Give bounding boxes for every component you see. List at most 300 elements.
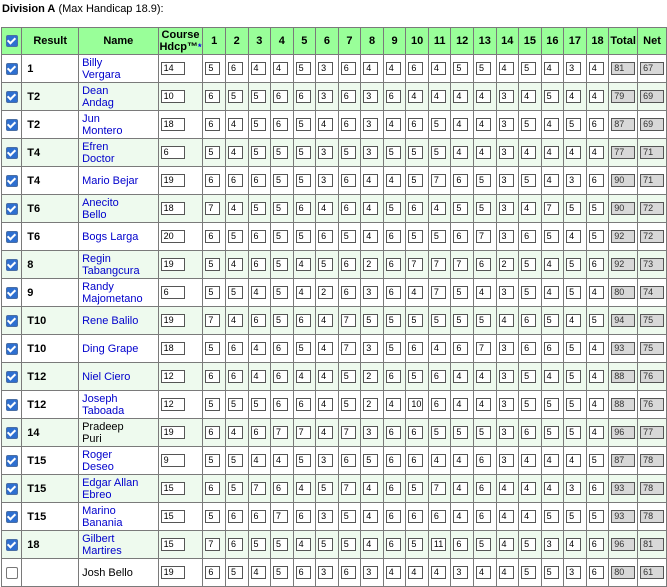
hole-14-score-input[interactable]: 3 xyxy=(499,342,514,355)
hole-9-score-input[interactable]: 4 xyxy=(386,566,401,579)
hole-18-score-input[interactable]: 5 xyxy=(589,314,604,327)
hole-11-score-input[interactable]: 7 xyxy=(431,482,446,495)
hole-5-score-input[interactable]: 4 xyxy=(296,538,311,551)
hole-8-score-input[interactable]: 4 xyxy=(363,62,378,75)
hole-5-score-input[interactable]: 6 xyxy=(296,90,311,103)
hole-11-score-input[interactable]: 4 xyxy=(431,202,446,215)
player-name-link[interactable] xyxy=(82,197,119,221)
hole-6-score-input[interactable]: 3 xyxy=(318,62,333,75)
hole-17-score-input[interactable]: 4 xyxy=(566,90,581,103)
hole-8-score-input[interactable]: 4 xyxy=(363,538,378,551)
row-checkbox[interactable] xyxy=(6,91,18,103)
hole-14-score-input[interactable]: 3 xyxy=(499,146,514,159)
hole-3-score-input[interactable]: 4 xyxy=(251,370,266,383)
player-name-link[interactable] xyxy=(82,315,138,327)
hole-6-score-input[interactable]: 3 xyxy=(318,174,333,187)
hole-6-score-input[interactable]: 5 xyxy=(318,482,333,495)
hole-18-score-input[interactable]: 5 xyxy=(589,510,604,523)
hole-1-score-input[interactable]: 5 xyxy=(205,510,220,523)
hole-8-score-input[interactable]: 4 xyxy=(363,202,378,215)
hole-9-score-input[interactable]: 5 xyxy=(386,146,401,159)
hole-2-score-input[interactable]: 6 xyxy=(228,538,243,551)
player-name-link[interactable] xyxy=(82,393,124,417)
hole-18-score-input[interactable]: 5 xyxy=(589,202,604,215)
hole-8-score-input[interactable]: 3 xyxy=(363,90,378,103)
hole-11-score-input[interactable]: 5 xyxy=(431,426,446,439)
hole-10-score-input[interactable]: 5 xyxy=(408,482,423,495)
hole-13-score-input[interactable]: 6 xyxy=(476,258,491,271)
handicap-input[interactable]: 14 xyxy=(161,62,185,75)
handicap-input[interactable]: 6 xyxy=(161,146,185,159)
player-name-cell[interactable] xyxy=(79,391,159,419)
hole-11-score-input[interactable]: 7 xyxy=(431,174,446,187)
hole-14-score-input[interactable]: 3 xyxy=(499,90,514,103)
hole-10-score-input[interactable]: 6 xyxy=(408,62,423,75)
hole-15-score-input[interactable]: 5 xyxy=(521,258,536,271)
player-name-cell[interactable] xyxy=(79,447,159,475)
hole-12-score-input[interactable]: 4 xyxy=(453,454,468,467)
player-name-link[interactable] xyxy=(82,371,130,383)
hole-13-score-input[interactable]: 6 xyxy=(476,510,491,523)
hole-11-score-input[interactable]: 4 xyxy=(431,342,446,355)
hole-14-score-input[interactable]: 4 xyxy=(499,538,514,551)
hole-16-score-input[interactable]: 4 xyxy=(544,258,559,271)
hole-12-score-input[interactable]: 5 xyxy=(453,426,468,439)
player-name-link[interactable] xyxy=(82,477,138,501)
hole-2-score-input[interactable]: 4 xyxy=(228,118,243,131)
row-checkbox[interactable] xyxy=(6,203,18,215)
hole-3-score-input[interactable]: 4 xyxy=(251,566,266,579)
player-name-cell[interactable] xyxy=(79,503,159,531)
hole-5-score-input[interactable]: 6 xyxy=(296,510,311,523)
hole-15-score-input[interactable]: 5 xyxy=(521,370,536,383)
hole-17-score-input[interactable]: 5 xyxy=(566,342,581,355)
hole-4-score-input[interactable]: 6 xyxy=(273,118,288,131)
hole-5-score-input[interactable]: 5 xyxy=(296,174,311,187)
hole-7-score-input[interactable]: 6 xyxy=(341,62,356,75)
hole-10-score-input[interactable]: 5 xyxy=(408,314,423,327)
hole-13-score-input[interactable]: 5 xyxy=(476,426,491,439)
hole-12-score-input[interactable]: 7 xyxy=(453,258,468,271)
hole-17-score-input[interactable]: 5 xyxy=(566,398,581,411)
hole-2-score-input[interactable]: 5 xyxy=(228,566,243,579)
hole-14-score-input[interactable]: 3 xyxy=(499,426,514,439)
handicap-input[interactable]: 19 xyxy=(161,566,185,579)
hole-2-score-input[interactable]: 6 xyxy=(228,510,243,523)
hole-7-score-input[interactable]: 5 xyxy=(341,538,356,551)
hole-5-score-input[interactable]: 5 xyxy=(296,454,311,467)
hole-4-score-input[interactable]: 5 xyxy=(273,566,288,579)
hole-11-score-input[interactable]: 11 xyxy=(431,538,446,551)
hole-4-score-input[interactable]: 6 xyxy=(273,370,288,383)
hole-4-score-input[interactable]: 6 xyxy=(273,482,288,495)
hole-14-score-input[interactable]: 4 xyxy=(499,510,514,523)
hole-8-score-input[interactable]: 3 xyxy=(363,146,378,159)
row-checkbox[interactable] xyxy=(6,511,18,523)
hole-7-score-input[interactable]: 6 xyxy=(341,286,356,299)
hole-7-score-input[interactable]: 5 xyxy=(341,370,356,383)
hole-9-score-input[interactable]: 4 xyxy=(386,118,401,131)
hole-8-score-input[interactable]: 3 xyxy=(363,118,378,131)
hole-14-score-input[interactable]: 3 xyxy=(499,230,514,243)
hole-17-score-input[interactable]: 3 xyxy=(566,62,581,75)
hole-4-score-input[interactable]: 5 xyxy=(273,538,288,551)
hole-16-score-input[interactable]: 4 xyxy=(544,118,559,131)
hole-6-score-input[interactable]: 4 xyxy=(318,314,333,327)
hole-18-score-input[interactable]: 4 xyxy=(589,146,604,159)
hole-18-score-input[interactable]: 4 xyxy=(589,342,604,355)
hole-15-score-input[interactable]: 5 xyxy=(521,566,536,579)
player-name-cell[interactable] xyxy=(79,251,159,279)
hole-3-score-input[interactable]: 7 xyxy=(251,482,266,495)
row-checkbox[interactable] xyxy=(6,315,18,327)
hole-7-score-input[interactable]: 7 xyxy=(341,314,356,327)
col-total[interactable]: Total xyxy=(609,28,638,55)
hole-13-score-input[interactable]: 4 xyxy=(476,286,491,299)
hole-7-score-input[interactable]: 5 xyxy=(341,146,356,159)
hole-12-score-input[interactable]: 4 xyxy=(453,370,468,383)
hole-9-score-input[interactable]: 5 xyxy=(386,202,401,215)
hole-15-score-input[interactable]: 5 xyxy=(521,62,536,75)
hole-1-score-input[interactable]: 6 xyxy=(205,482,220,495)
hole-3-score-input[interactable]: 5 xyxy=(251,146,266,159)
hole-10-score-input[interactable]: 6 xyxy=(408,202,423,215)
hole-9-score-input[interactable]: 6 xyxy=(386,538,401,551)
hole-9-score-input[interactable]: 4 xyxy=(386,398,401,411)
hole-16-score-input[interactable]: 5 xyxy=(544,426,559,439)
hole-16-score-input[interactable]: 6 xyxy=(544,342,559,355)
row-select-cell[interactable] xyxy=(2,83,22,111)
hole-16-score-input[interactable]: 5 xyxy=(544,398,559,411)
hole-18-score-input[interactable]: 4 xyxy=(589,398,604,411)
hole-5-score-input[interactable]: 5 xyxy=(296,118,311,131)
hole-12-score-input[interactable]: 6 xyxy=(453,230,468,243)
hole-15-score-input[interactable]: 4 xyxy=(521,90,536,103)
hole-12-score-input[interactable]: 6 xyxy=(453,174,468,187)
hole-6-score-input[interactable]: 3 xyxy=(318,510,333,523)
player-name-link[interactable] xyxy=(82,505,122,529)
hole-18-score-input[interactable]: 6 xyxy=(589,174,604,187)
hole-15-score-input[interactable]: 6 xyxy=(521,230,536,243)
player-name-cell[interactable] xyxy=(79,531,159,559)
hole-7-score-input[interactable]: 5 xyxy=(341,398,356,411)
col-name[interactable]: Name xyxy=(79,28,159,55)
hole-14-score-input[interactable]: 3 xyxy=(499,118,514,131)
hole-8-score-input[interactable]: 4 xyxy=(363,510,378,523)
hole-17-score-input[interactable]: 4 xyxy=(566,538,581,551)
player-name-cell[interactable] xyxy=(79,111,159,139)
hole-1-score-input[interactable]: 5 xyxy=(205,454,220,467)
player-name-link[interactable] xyxy=(82,57,121,81)
hole-9-score-input[interactable]: 6 xyxy=(386,230,401,243)
row-checkbox[interactable] xyxy=(6,287,18,299)
handicap-input[interactable]: 10 xyxy=(161,90,185,103)
hole-4-score-input[interactable]: 4 xyxy=(273,454,288,467)
player-name-cell[interactable] xyxy=(79,279,159,307)
row-select-cell[interactable] xyxy=(2,55,22,83)
hole-9-score-input[interactable]: 6 xyxy=(386,426,401,439)
hole-12-score-input[interactable]: 6 xyxy=(453,342,468,355)
handicap-input[interactable]: 9 xyxy=(161,454,185,467)
hole-3-score-input[interactable]: 4 xyxy=(251,62,266,75)
row-select-cell[interactable] xyxy=(2,363,22,391)
hole-17-score-input[interactable]: 5 xyxy=(566,202,581,215)
hole-16-score-input[interactable]: 4 xyxy=(544,62,559,75)
hole-1-score-input[interactable]: 7 xyxy=(205,314,220,327)
hole-17-score-input[interactable]: 5 xyxy=(566,426,581,439)
row-checkbox[interactable] xyxy=(6,343,18,355)
hole-2-score-input[interactable]: 5 xyxy=(228,482,243,495)
hole-14-score-input[interactable]: 4 xyxy=(499,314,514,327)
hole-6-score-input[interactable]: 4 xyxy=(318,426,333,439)
hole-17-score-input[interactable]: 5 xyxy=(566,286,581,299)
hole-15-score-input[interactable]: 5 xyxy=(521,174,536,187)
handicap-input[interactable]: 6 xyxy=(161,286,185,299)
hole-2-score-input[interactable]: 6 xyxy=(228,370,243,383)
hole-3-score-input[interactable]: 5 xyxy=(251,398,266,411)
hole-13-score-input[interactable]: 5 xyxy=(476,62,491,75)
hole-10-score-input[interactable]: 4 xyxy=(408,566,423,579)
hole-5-score-input[interactable]: 6 xyxy=(296,566,311,579)
handicap-input[interactable]: 19 xyxy=(161,426,185,439)
hole-10-score-input[interactable]: 6 xyxy=(408,118,423,131)
hole-9-score-input[interactable]: 6 xyxy=(386,510,401,523)
hole-18-score-input[interactable]: 6 xyxy=(589,258,604,271)
player-name-cell[interactable] xyxy=(79,335,159,363)
hole-8-score-input[interactable]: 2 xyxy=(363,398,378,411)
hole-12-score-input[interactable]: 5 xyxy=(453,62,468,75)
hole-11-score-input[interactable]: 5 xyxy=(431,230,446,243)
hole-3-score-input[interactable]: 4 xyxy=(251,342,266,355)
hole-10-score-input[interactable]: 5 xyxy=(408,230,423,243)
player-name-cell[interactable] xyxy=(79,363,159,391)
hole-10-score-input[interactable]: 6 xyxy=(408,454,423,467)
hole-14-score-input[interactable]: 4 xyxy=(499,482,514,495)
hole-5-score-input[interactable]: 5 xyxy=(296,230,311,243)
row-select-cell[interactable] xyxy=(2,223,22,251)
hole-6-score-input[interactable]: 4 xyxy=(318,202,333,215)
hole-13-score-input[interactable]: 6 xyxy=(476,482,491,495)
hole-15-score-input[interactable]: 6 xyxy=(521,426,536,439)
hole-6-score-input[interactable]: 3 xyxy=(318,146,333,159)
hole-10-score-input[interactable]: 10 xyxy=(408,398,423,411)
hole-15-score-input[interactable]: 4 xyxy=(521,146,536,159)
hole-17-score-input[interactable]: 4 xyxy=(566,230,581,243)
hole-11-score-input[interactable]: 5 xyxy=(431,118,446,131)
hole-12-score-input[interactable]: 4 xyxy=(453,90,468,103)
hole-4-score-input[interactable]: 4 xyxy=(273,62,288,75)
hole-18-score-input[interactable]: 4 xyxy=(589,370,604,383)
hole-13-score-input[interactable]: 5 xyxy=(476,174,491,187)
hole-5-score-input[interactable]: 4 xyxy=(296,258,311,271)
hole-3-score-input[interactable]: 6 xyxy=(251,230,266,243)
row-select-cell[interactable] xyxy=(2,419,22,447)
hole-2-score-input[interactable]: 5 xyxy=(228,230,243,243)
select-all-cell[interactable] xyxy=(2,28,22,55)
hole-18-score-input[interactable]: 6 xyxy=(589,482,604,495)
hole-8-score-input[interactable]: 4 xyxy=(363,482,378,495)
hole-1-score-input[interactable]: 6 xyxy=(205,566,220,579)
hole-10-score-input[interactable]: 7 xyxy=(408,258,423,271)
hole-10-score-input[interactable]: 4 xyxy=(408,90,423,103)
player-name-cell[interactable] xyxy=(79,167,159,195)
player-name-cell[interactable] xyxy=(79,83,159,111)
hole-2-score-input[interactable]: 4 xyxy=(228,202,243,215)
player-name-link[interactable] xyxy=(82,141,114,165)
hole-1-score-input[interactable]: 5 xyxy=(205,398,220,411)
hole-8-score-input[interactable]: 3 xyxy=(363,426,378,439)
hole-5-score-input[interactable]: 4 xyxy=(296,370,311,383)
hole-1-score-input[interactable]: 6 xyxy=(205,426,220,439)
hole-10-score-input[interactable]: 5 xyxy=(408,538,423,551)
hole-14-score-input[interactable]: 3 xyxy=(499,370,514,383)
hole-15-score-input[interactable]: 5 xyxy=(521,286,536,299)
row-checkbox[interactable] xyxy=(6,119,18,131)
hole-11-score-input[interactable]: 4 xyxy=(431,566,446,579)
hole-11-score-input[interactable]: 4 xyxy=(431,454,446,467)
hole-12-score-input[interactable]: 5 xyxy=(453,286,468,299)
hole-17-score-input[interactable]: 5 xyxy=(566,510,581,523)
hole-6-score-input[interactable]: 5 xyxy=(318,538,333,551)
hole-10-score-input[interactable]: 5 xyxy=(408,146,423,159)
hole-15-score-input[interactable]: 5 xyxy=(521,398,536,411)
hole-5-score-input[interactable]: 7 xyxy=(296,426,311,439)
hole-11-score-input[interactable]: 6 xyxy=(431,510,446,523)
hole-8-score-input[interactable]: 4 xyxy=(363,174,378,187)
hole-9-score-input[interactable]: 6 xyxy=(386,454,401,467)
hole-11-score-input[interactable]: 6 xyxy=(431,398,446,411)
hole-12-score-input[interactable]: 3 xyxy=(453,566,468,579)
hole-4-score-input[interactable]: 6 xyxy=(273,90,288,103)
hole-3-score-input[interactable]: 6 xyxy=(251,426,266,439)
hole-14-score-input[interactable]: 4 xyxy=(499,566,514,579)
hole-6-score-input[interactable]: 3 xyxy=(318,454,333,467)
hole-4-score-input[interactable]: 6 xyxy=(273,342,288,355)
row-select-cell[interactable] xyxy=(2,139,22,167)
hole-11-score-input[interactable]: 5 xyxy=(431,314,446,327)
hole-13-score-input[interactable]: 5 xyxy=(476,202,491,215)
hole-3-score-input[interactable]: 5 xyxy=(251,538,266,551)
hole-11-score-input[interactable]: 7 xyxy=(431,286,446,299)
hole-13-score-input[interactable]: 4 xyxy=(476,146,491,159)
handicap-input[interactable]: 20 xyxy=(161,230,185,243)
hole-11-score-input[interactable]: 4 xyxy=(431,90,446,103)
hole-7-score-input[interactable]: 7 xyxy=(341,426,356,439)
hole-9-score-input[interactable]: 6 xyxy=(386,482,401,495)
hole-15-score-input[interactable]: 4 xyxy=(521,482,536,495)
handicap-input[interactable]: 15 xyxy=(161,538,185,551)
hole-11-score-input[interactable]: 6 xyxy=(431,370,446,383)
hole-4-score-input[interactable]: 5 xyxy=(273,202,288,215)
col-net[interactable]: Net xyxy=(638,28,667,55)
hole-18-score-input[interactable]: 4 xyxy=(589,90,604,103)
hole-1-score-input[interactable]: 6 xyxy=(205,90,220,103)
handicap-input[interactable]: 12 xyxy=(161,370,185,383)
hole-18-score-input[interactable]: 4 xyxy=(589,62,604,75)
hole-2-score-input[interactable]: 4 xyxy=(228,426,243,439)
hole-17-score-input[interactable]: 4 xyxy=(566,146,581,159)
hole-6-score-input[interactable]: 3 xyxy=(318,90,333,103)
hole-2-score-input[interactable]: 6 xyxy=(228,62,243,75)
hole-3-score-input[interactable]: 6 xyxy=(251,174,266,187)
hole-7-score-input[interactable]: 6 xyxy=(341,174,356,187)
row-select-cell[interactable] xyxy=(2,111,22,139)
handicap-input[interactable]: 12 xyxy=(161,398,185,411)
player-name-cell[interactable] xyxy=(79,139,159,167)
hole-1-score-input[interactable]: 6 xyxy=(205,118,220,131)
hole-3-score-input[interactable]: 5 xyxy=(251,118,266,131)
handicap-input[interactable]: 18 xyxy=(161,202,185,215)
hole-1-score-input[interactable]: 5 xyxy=(205,342,220,355)
hole-7-score-input[interactable]: 7 xyxy=(341,482,356,495)
hole-12-score-input[interactable]: 4 xyxy=(453,482,468,495)
hole-7-score-input[interactable]: 6 xyxy=(341,118,356,131)
row-checkbox[interactable] xyxy=(6,231,18,243)
hole-12-score-input[interactable]: 5 xyxy=(453,314,468,327)
hole-17-score-input[interactable]: 4 xyxy=(566,314,581,327)
row-checkbox[interactable] xyxy=(6,399,18,411)
hole-3-score-input[interactable]: 5 xyxy=(251,202,266,215)
hole-1-score-input[interactable]: 6 xyxy=(205,174,220,187)
col-course-hdcp[interactable] xyxy=(158,28,203,55)
hole-7-score-input[interactable]: 6 xyxy=(341,454,356,467)
hole-4-score-input[interactable]: 5 xyxy=(273,258,288,271)
hole-15-score-input[interactable]: 4 xyxy=(521,202,536,215)
hole-6-score-input[interactable]: 5 xyxy=(318,258,333,271)
hole-17-score-input[interactable]: 5 xyxy=(566,258,581,271)
hole-13-score-input[interactable]: 5 xyxy=(476,538,491,551)
hole-15-score-input[interactable]: 6 xyxy=(521,342,536,355)
hole-5-score-input[interactable]: 6 xyxy=(296,314,311,327)
hole-16-score-input[interactable]: 4 xyxy=(544,454,559,467)
row-select-cell[interactable] xyxy=(2,279,22,307)
hole-18-score-input[interactable]: 5 xyxy=(589,230,604,243)
hole-3-score-input[interactable]: 4 xyxy=(251,454,266,467)
hole-16-score-input[interactable]: 4 xyxy=(544,370,559,383)
hole-6-score-input[interactable]: 3 xyxy=(318,566,333,579)
hole-13-score-input[interactable]: 7 xyxy=(476,342,491,355)
hole-16-score-input[interactable]: 5 xyxy=(544,90,559,103)
hole-17-score-input[interactable]: 3 xyxy=(566,482,581,495)
hole-8-score-input[interactable]: 2 xyxy=(363,258,378,271)
hole-5-score-input[interactable]: 4 xyxy=(296,482,311,495)
hole-15-score-input[interactable]: 4 xyxy=(521,454,536,467)
hole-13-score-input[interactable]: 4 xyxy=(476,398,491,411)
hole-17-score-input[interactable]: 5 xyxy=(566,370,581,383)
player-name-link[interactable] xyxy=(82,113,122,137)
row-checkbox[interactable] xyxy=(6,175,18,187)
hole-14-score-input[interactable]: 3 xyxy=(499,174,514,187)
player-name-link[interactable] xyxy=(82,343,138,355)
hole-9-score-input[interactable]: 6 xyxy=(386,90,401,103)
hole-14-score-input[interactable]: 4 xyxy=(499,62,514,75)
player-name-cell[interactable] xyxy=(79,195,159,223)
hole-7-score-input[interactable]: 6 xyxy=(341,90,356,103)
hole-16-score-input[interactable]: 5 xyxy=(544,566,559,579)
select-all-checkbox[interactable] xyxy=(6,35,18,47)
hole-6-score-input[interactable]: 6 xyxy=(318,230,333,243)
hole-9-score-input[interactable]: 5 xyxy=(386,342,401,355)
hole-5-score-input[interactable]: 6 xyxy=(296,398,311,411)
hole-16-score-input[interactable]: 4 xyxy=(544,146,559,159)
row-select-cell[interactable] xyxy=(2,195,22,223)
hole-15-score-input[interactable]: 4 xyxy=(521,510,536,523)
hole-6-score-input[interactable]: 4 xyxy=(318,118,333,131)
handicap-input[interactable]: 19 xyxy=(161,314,185,327)
row-select-cell[interactable] xyxy=(2,167,22,195)
handicap-input[interactable]: 18 xyxy=(161,118,185,131)
row-select-cell[interactable] xyxy=(2,447,22,475)
